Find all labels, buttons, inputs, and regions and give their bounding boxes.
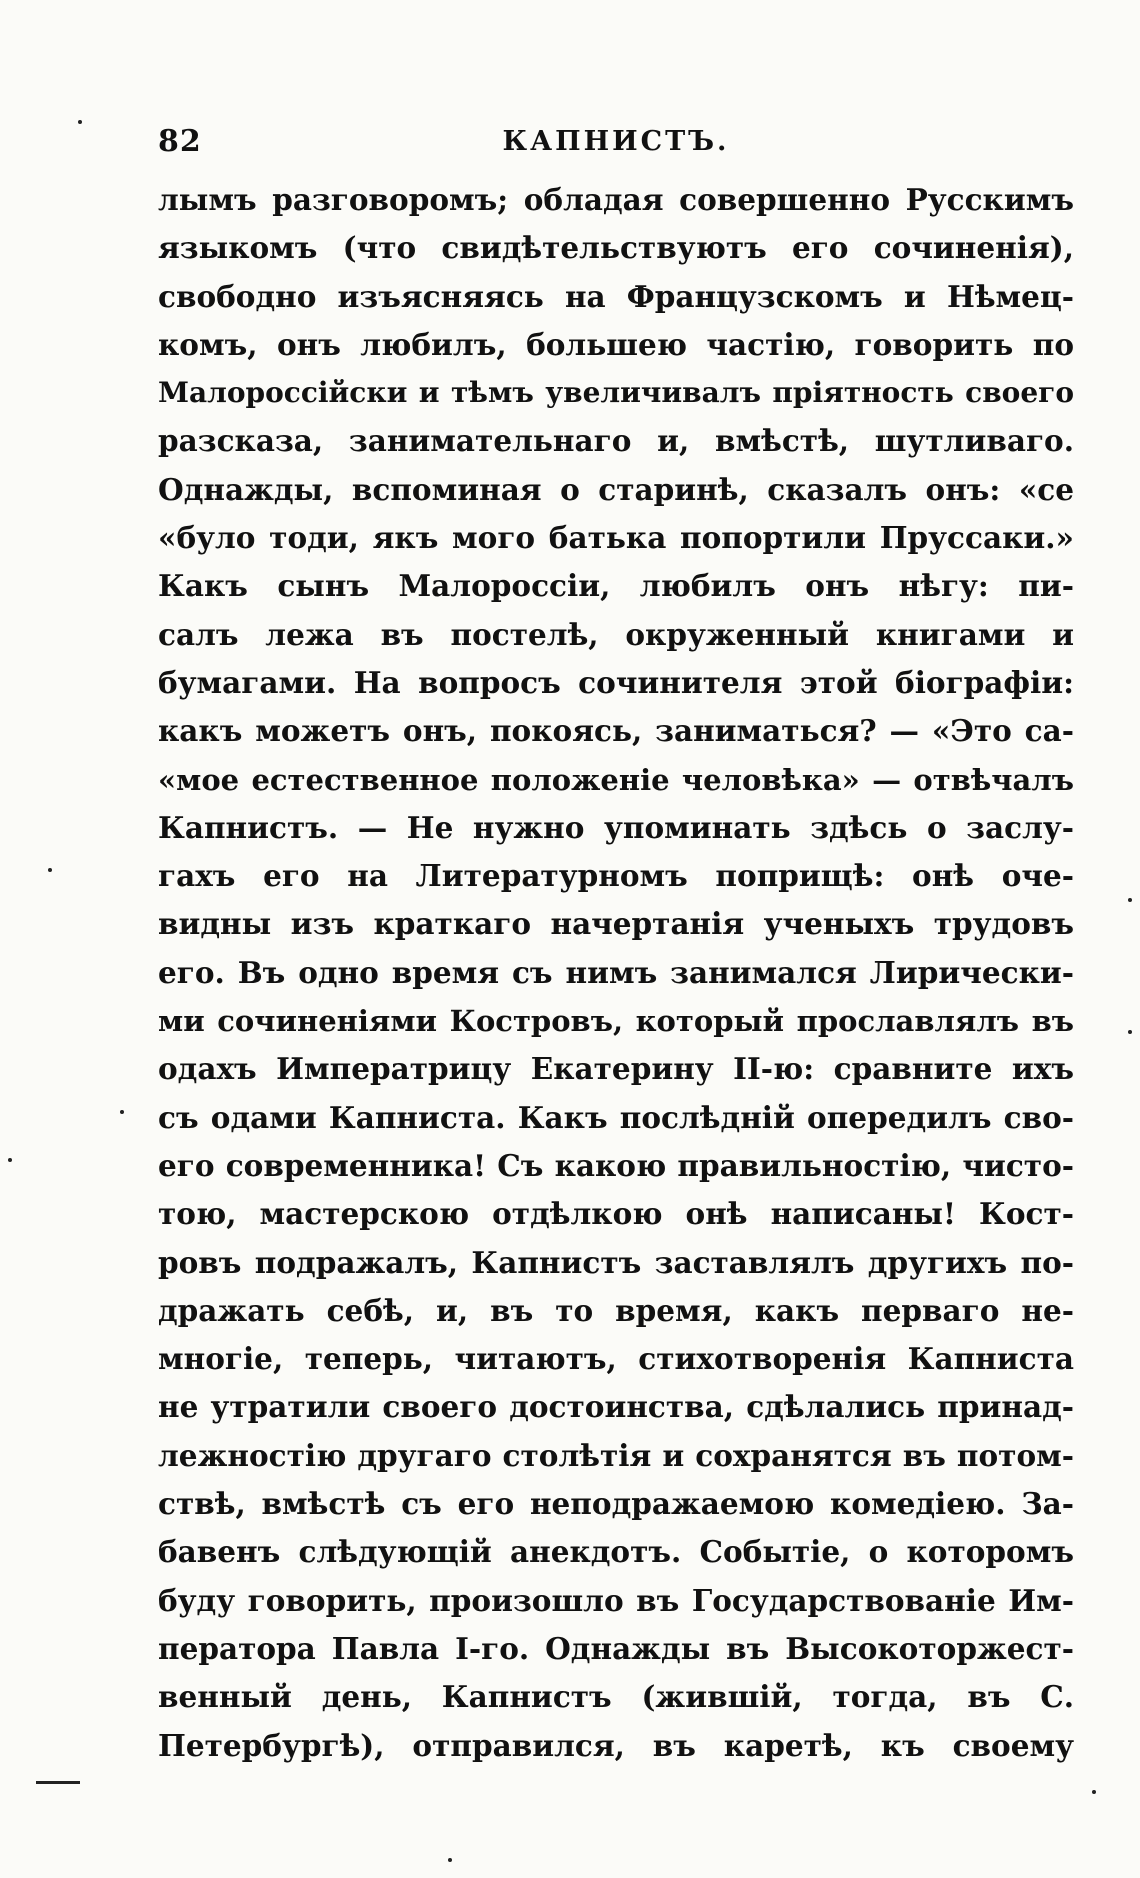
text-line: «мое естественное положеніе человѣка» — отвѣчалъ: [158, 762, 1074, 797]
text-line: его современника! Съ какою правильностію, чисто-: [158, 1147, 1074, 1183]
scan-speck: [8, 1158, 12, 1162]
text-line: венный день, Капнистъ (жившій, тогда, въ С.: [158, 1679, 1074, 1715]
text-line: лымъ разговоромъ; обладая совершенно Русскимъ: [158, 182, 1074, 217]
scan-speck: [48, 868, 52, 872]
page-number: 82: [158, 124, 202, 159]
text-line: комъ, онъ любилъ, большею частію, говорить по: [158, 326, 1074, 362]
scan-speck: [120, 1110, 124, 1114]
text-line: ствѣ, вмѣстѣ съ его неподражаемою комедіею. За-: [158, 1486, 1074, 1522]
text-line: Какъ сынъ Малороссіи, любилъ онъ нѣгу: пи-: [158, 568, 1074, 604]
text-line: видны изъ краткаго начертанія ученыхъ трудовъ: [158, 906, 1074, 942]
scan-speck: [1092, 1790, 1096, 1794]
body-text: [158, 176, 1074, 1770]
text-line: многіе, теперь, читаютъ, стихотворенія Капниста: [158, 1341, 1074, 1377]
text-line: салъ лежа въ постелѣ, окруженный книгами и: [158, 616, 1074, 652]
text-line: его. Въ одно время съ нимъ занимался Лирически-: [158, 954, 1074, 990]
text-line: «було тоди, якъ мого батька попортили Пруссаки.»: [158, 520, 1074, 556]
page-header: [158, 122, 1074, 162]
text-line: дражать себѣ, и, въ то время, какъ перваго не-: [158, 1292, 1074, 1328]
text-line: буду говорить, произошло въ Государствованіе Им-: [158, 1582, 1074, 1618]
text-line: бавенъ слѣдующій анекдотъ. Событіе, о которомъ: [158, 1534, 1074, 1570]
text-line: какъ можетъ онъ, покоясь, заниматься? — «Это са-: [158, 713, 1074, 749]
text-line: ровъ подражалъ, Капнистъ заставлялъ другихъ по-: [158, 1244, 1074, 1280]
text-line: лежностію другаго столѣтія и сохранятся въ потом-: [158, 1437, 1074, 1473]
scan-speck: [78, 120, 82, 124]
text-line: разсказа, занимательнаго и, вмѣстѣ, шутливаго.: [158, 423, 1074, 459]
running-title: КАПНИСТЪ.: [502, 126, 730, 157]
scan-speck: [448, 1858, 452, 1862]
text-line: одахъ Императрицу Екатерину II-ю: сравните ихъ: [158, 1051, 1074, 1087]
text-line: Петербургѣ), отправился, въ каретѣ, къ своему: [158, 1727, 1074, 1763]
text-line: ми сочиненіями Костровъ, который прославлялъ въ: [158, 1004, 1074, 1039]
text-line: тою, мастерскою отдѣлкою онѣ написаны! Кост-: [158, 1196, 1074, 1232]
text-line: Однажды, вспоминая о старинѣ, сказалъ онъ: «се: [158, 471, 1074, 507]
scan-speck: [1128, 1030, 1132, 1034]
text-line: гахъ его на Литературномъ поприщѣ: онѣ оче-: [158, 858, 1074, 894]
text-line: свободно изъясняясь на Французскомъ и Нѣмец-: [158, 278, 1074, 314]
text-line: ператора Павла I-го. Однажды въ Высокоторжест-: [158, 1630, 1074, 1666]
scan-speck: [1128, 898, 1132, 902]
text-line: не утратили своего достоинства, сдѣлались принад-: [158, 1389, 1074, 1425]
text-line: языкомъ (что свидѣтельствуютъ его сочиненія),: [158, 230, 1074, 266]
text-line: съ одами Капниста. Какъ послѣдній опередилъ сво-: [158, 1099, 1074, 1135]
text-line: бумагами. На вопросъ сочинителя этой біографіи:: [158, 664, 1074, 700]
text-line: Малороссійски и тѣмъ увеличивалъ пріятность своего: [158, 376, 1074, 410]
scan-dash: [36, 1781, 80, 1784]
text-line: Капнистъ. — Не нужно упоминать здѣсь о заслу-: [158, 809, 1074, 845]
